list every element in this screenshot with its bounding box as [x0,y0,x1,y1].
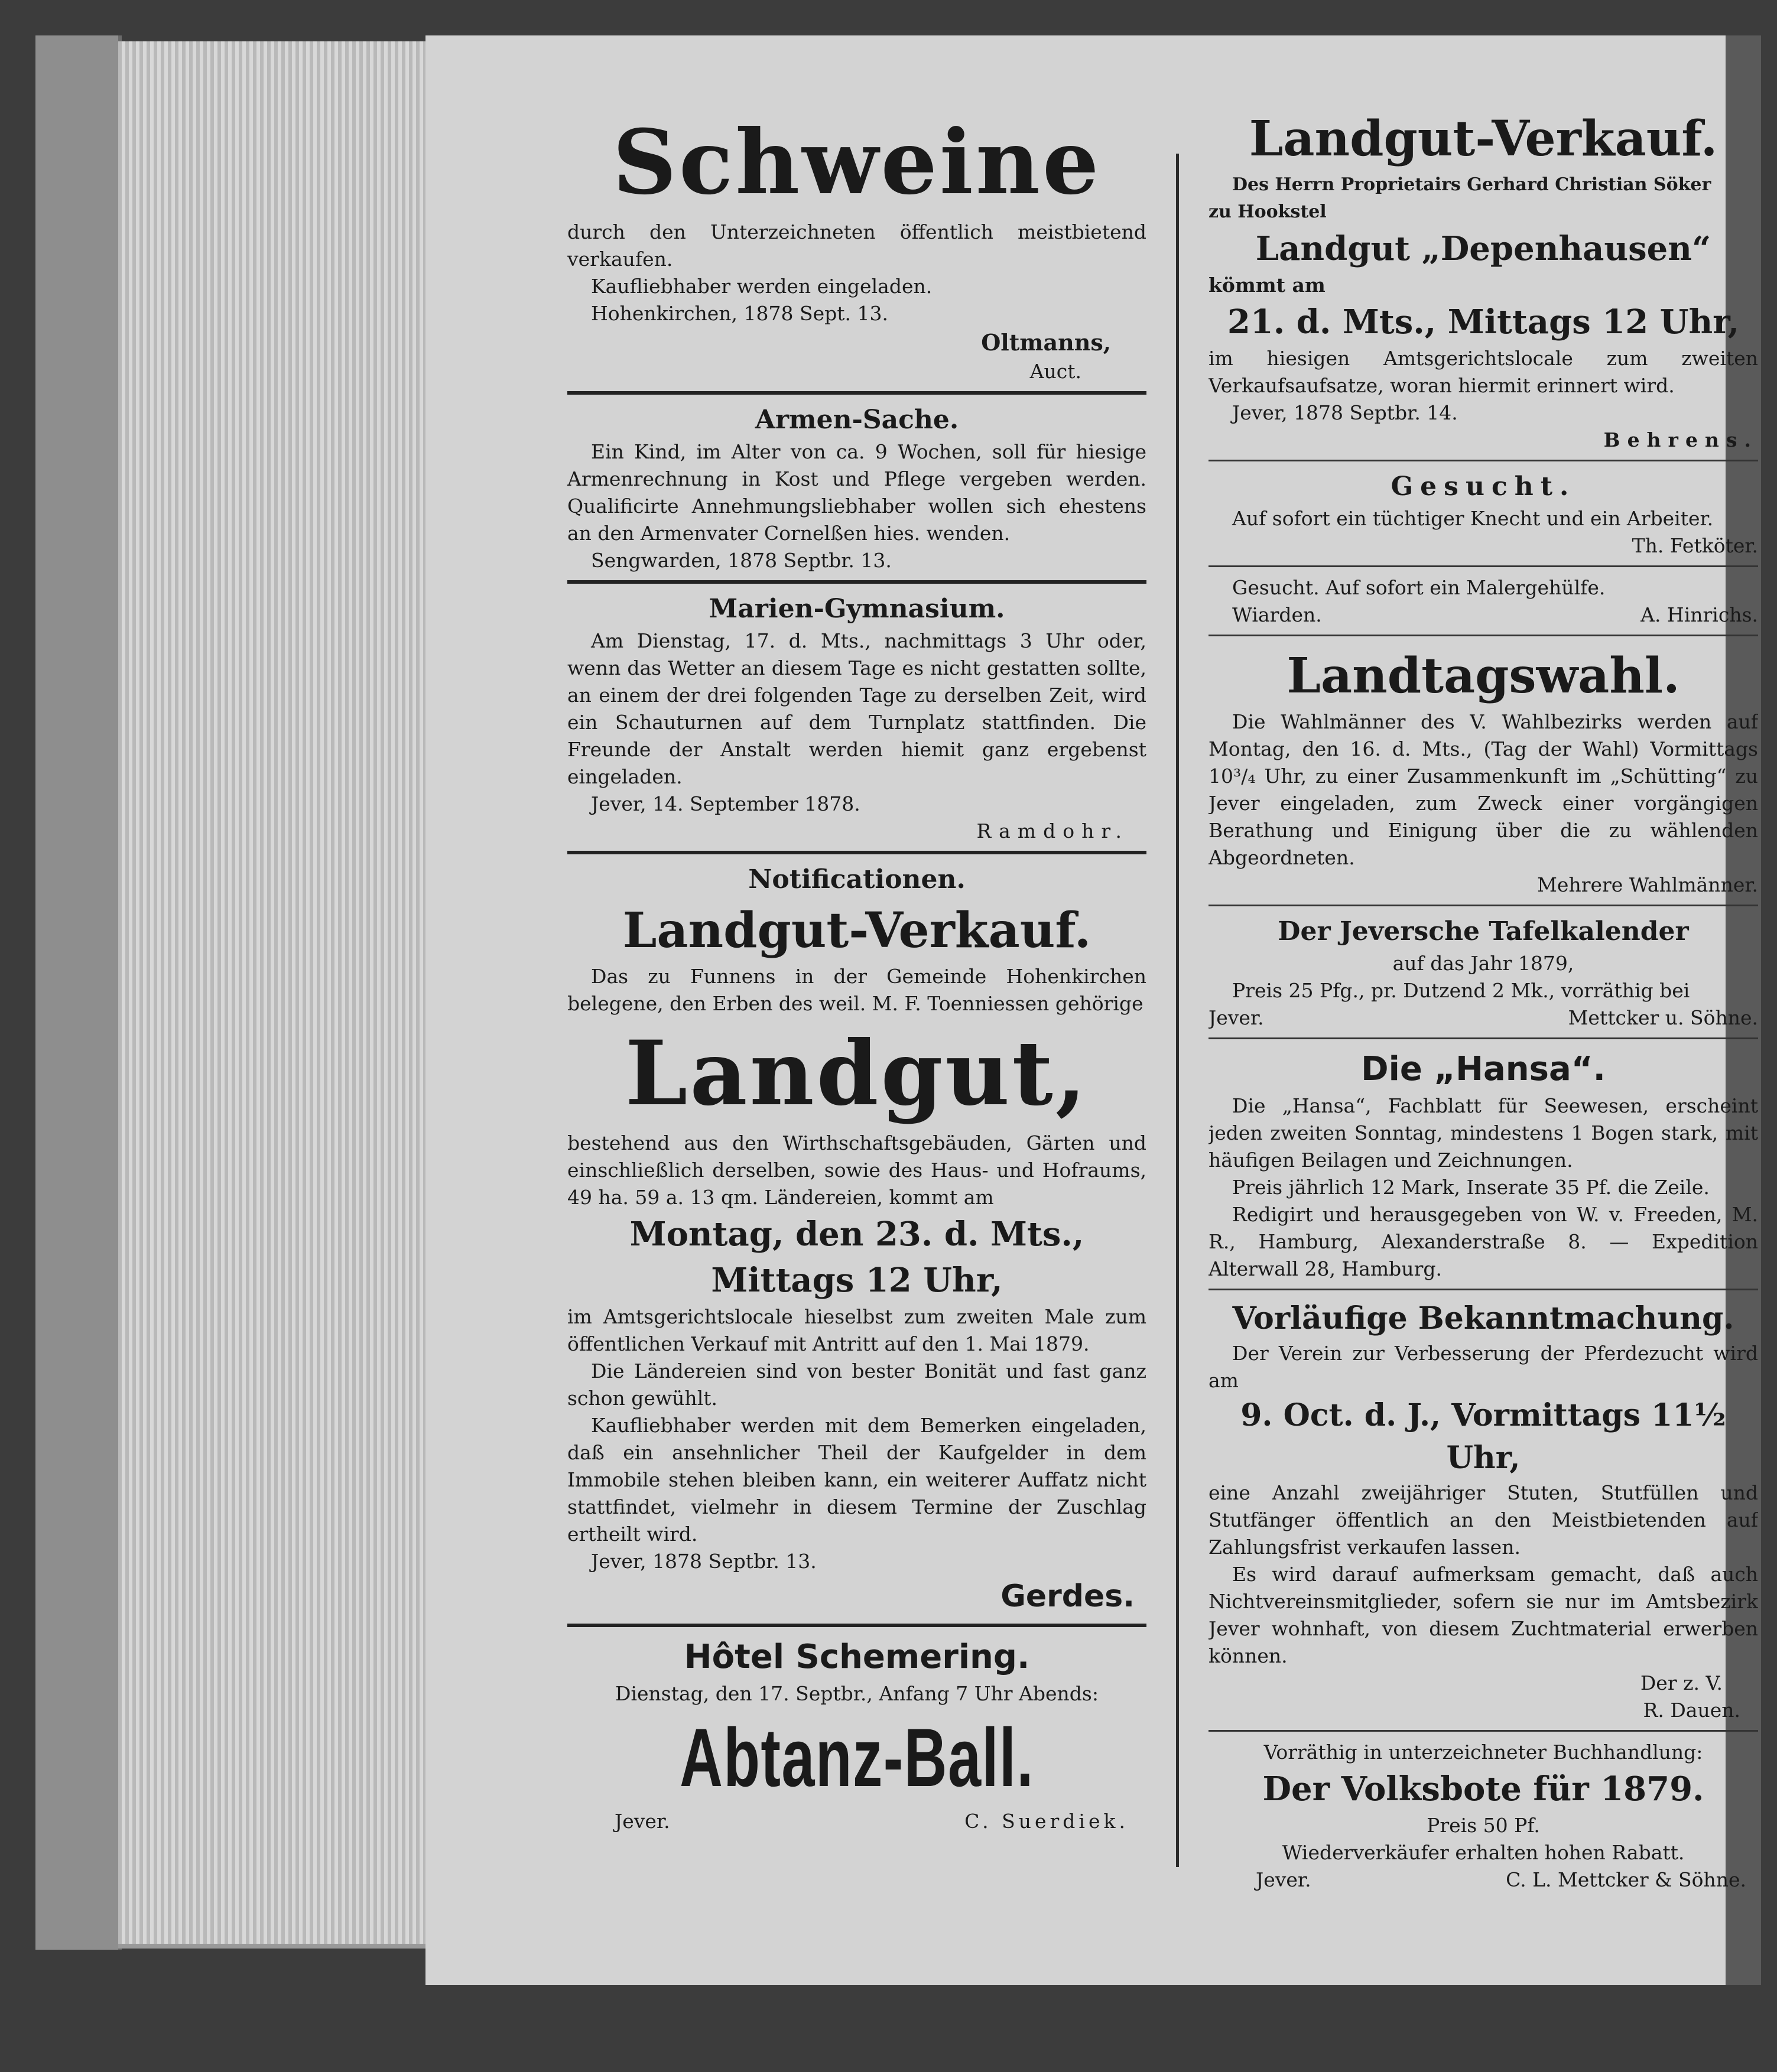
ad-date: 9. Oct. d. J., Vormittags 11½ Uhr, [1240,1397,1726,1476]
ad-signature: Mehrere Wahlmänner. [1537,873,1758,896]
ad-text: Der Verein zur Verbesserung der Pferdezucht wird am [1209,1342,1758,1392]
ad-place-date: Jever, 14. September 1878. [591,792,860,815]
section-title: Notificationen. [748,864,966,894]
ad-line1: Des Herrn Proprietairs Gerhard Christian Söker [1232,174,1711,195]
ad-footer [1209,1004,1758,1032]
ad-text: durch den Unterzeichneten öffentlich meistbietend verkaufen. [567,220,1146,271]
ad-time: Mittags 12 Uhr, [711,1261,1003,1300]
ad-editor: Redigirt und herausgegeben von W. v. Freeden, M. R., Hamburg, Alexanderstraße 8. — Expedition Alterwall 28, Hamburg. [1209,1203,1758,1280]
ad-text: Gesucht. Auf sofort ein Malergehülfe. [1232,576,1606,599]
ad-kommt: kömmt am [1209,274,1326,297]
ad-footer [1209,1866,1758,1894]
ad-text: Die „Hansa“, Fachblatt für Seewesen, erscheint jeden zweiten Sonntag, mindestens 1 Bogen stark, mit häufigen Beilagen und Zeichnungen. [1209,1094,1758,1172]
ad-big-word: Landgut, [625,1022,1089,1126]
ad-place: Jever. [615,1810,670,1833]
column-divider [1176,154,1179,1867]
ad-landgut-toenniessen [567,861,1146,1618]
ad-sale: im Amtsgerichtslocale hieselbst zum zweiten Male zum öffentlichen Verkauf mit Antritt auf den 1. Mai 1879. [567,1305,1146,1355]
ad-title: Der Jeversche Tafelkalender [1278,916,1689,946]
ad-date: Dienstag, den 17. Septbr., Anfang 7 Uhr Abends: [615,1682,1099,1705]
ad-title: Landtagswahl. [1287,648,1680,704]
ad-title: Landgut-Verkauf. [622,902,1091,959]
left-column [567,106,1146,1835]
right-column [1209,106,1758,1894]
ad-armen [567,402,1146,574]
ad-price: Preis 50 Pf. [1427,1814,1540,1837]
ad-title: Armen-Sache. [755,405,959,435]
ad-header: Vorräthig in unterzeichneter Buchhandlung: [1263,1741,1703,1764]
ad-signature: A. Hinrichs. [1640,603,1758,626]
ad-hansa [1209,1046,1758,1283]
ad-place: Wiarden. [1232,603,1322,626]
ad-buyers: Kaufliebhaber werden mit dem Bemerken eingeladen, daß ein ansehnlicher Theil der Kaufgelder in dem Immobile stehen bleiben kann, ein weiterer Auffatz nicht stattfindet, vielmehr in diesem Termine der Zuschlag ertheilt wird. [567,1414,1146,1546]
ad-signature: Gerdes. [1000,1579,1135,1614]
ad-text3: Es wird darauf aufmerksam gemacht, daß auch Nichtvereinsmitglieder, sofern sie nur im Amtsbezirk Jever wohnhaft, von diesem Zuchtmaterial erwerben können. [1209,1563,1758,1667]
ad-place-date: Sengwarden, 1878 Septbr. 13. [591,549,892,572]
ad-name: Landgut „Depenhausen“ [1255,229,1711,268]
ad-intro: Das zu Funnens in der Gemeinde Hohenkirchen belegene, den Erben des weil. M. F. Toenniessen gehörige [567,965,1146,1015]
ad-signature: C. L. Mettcker & Söhne. [1506,1868,1746,1891]
ad-title: Vorläufige Bekanntmachung. [1232,1300,1734,1336]
ad-place-date: Jever, 1878 Septbr. 14. [1232,401,1458,424]
ad-footer [567,1808,1146,1835]
ad-bekanntmachung [1209,1297,1758,1724]
ad-place-date: Hohenkirchen, 1878 Sept. 13. [591,302,888,325]
ad-title: Marien-Gymnasium. [709,594,1005,624]
ad-text: Auf sofort ein tüchtiger Knecht und ein Arbeiter. [1232,507,1714,530]
ad-signature: Th. Fetköter. [1632,534,1758,557]
ad-title: Landgut-Verkauf. [1249,110,1718,167]
ad-big-word: Abtanz-Ball. [680,1711,1034,1804]
ad-signature: Behrens. [1603,428,1758,451]
ad-gesucht-knecht [1209,469,1758,560]
ad-invite: Kaufliebhaber werden eingeladen. [591,275,933,298]
ad-date: 21. d. Mts., Mittags 12 Uhr, [1227,302,1740,341]
ad-role: Auct. [1029,360,1081,383]
ad-signature-line1: Der z. V. [1640,1671,1723,1694]
ad-text: Am Dienstag, 17. d. Mts., nachmittags 3 Uhr oder, wenn das Wetter an diesem Tage es nicht gestatten sollte, an einem der drei folgenden Tage zu derselben Zeit, wird ein Schauturnen auf dem Turnplatz stattfinden. Die Freunde der Anstalt werden hiemit ganz ergebenst eingeladen. [567,629,1146,788]
ad-text: Ein Kind, im Alter von ca. 9 Wochen, soll für hiesige Armenrechnung in Kost und Pflege vergeben werden. Qualificirte Annehmungsliebhaber wollen sich ehestens an den Armenvater Cornelßen hies. wenden. [567,440,1146,545]
page-edges [118,41,425,1949]
ad-line2: zu Hookstel [1209,201,1327,222]
separator [567,1624,1146,1627]
ad-landgut-depenhausen [1209,106,1758,454]
ad-subtitle: auf das Jahr 1879, [1392,952,1574,975]
separator [1209,460,1758,461]
ad-place: Jever. [1256,1868,1311,1891]
ad-rabatt: Wiederverkäufer erhalten hohen Rabatt. [1282,1841,1685,1864]
separator [1209,565,1758,567]
separator [567,851,1146,854]
ad-place: Jever. [1209,1006,1264,1029]
separator [1209,1037,1758,1039]
ad-tafelkalender [1209,913,1758,1032]
ad-text: Preis 25 Pfg., pr. Dutzend 2 Mk., vorräthig bei [1232,979,1690,1002]
ad-text: im hiesigen Amtsgerichtslocale zum zweiten Verkaufsaufsatze, woran hiermit erinnert wird. [1209,347,1758,397]
ad-landtagswahl [1209,643,1758,899]
ad-title: Hôtel Schemering. [684,1638,1030,1676]
ad-title: Die „Hansa“. [1361,1050,1606,1088]
ad-schweine [567,106,1146,385]
separator [567,391,1146,395]
ad-volksbote [1209,1739,1758,1894]
ad-footer [1209,601,1758,629]
ad-title: Gesucht. [1391,471,1576,502]
ad-text: Die Wahlmänner des V. Wahlbezirks werden auf Montag, den 16. d. Mts., (Tag der Wahl) Vormittags 10³/₄ Uhr, zu einer Zusammenkunft im „Schütting“ zu Jever eingeladen, zum Zweck einer vorgängigen Berathung und Einigung über die zu wählenden Abgeordneten. [1209,710,1758,869]
ad-place-date: Jever, 1878 Septbr. 13. [591,1550,817,1573]
ad-signature-line2: R. Dauen. [1643,1699,1740,1722]
ad-title: Schweine [612,110,1102,214]
book-cover [35,35,122,1950]
ad-signature: C. Suerdiek. [964,1810,1129,1833]
ad-price: Preis jährlich 12 Mark, Inserate 35 Pf. die Zeile. [1232,1176,1710,1199]
separator [1209,1730,1758,1732]
ad-gesucht-maler [1209,574,1758,629]
separator [1209,635,1758,636]
ad-text2: eine Anzahl zweijähriger Stuten, Stutfüllen und Stutfänger öffentlich an den Meistbietenden auf Zahlungsfrist verkaufen lassen. [1209,1481,1758,1559]
ad-description: bestehend aus den Wirthschaftsgebäuden, Gärten und einschließlich derselben, sowie des Haus- und Hofraums, 49 ha. 59 a. 13 qm. Ländereien, kommt am [567,1131,1146,1209]
ad-signature: Oltmanns, [981,329,1111,356]
separator [1209,1289,1758,1290]
ad-date: Montag, den 23. d. Mts., [629,1215,1084,1254]
ad-land: Die Ländereien sind von bester Bonität und fast ganz schon gewühlt. [567,1359,1146,1410]
ad-title: Der Volksbote für 1879. [1262,1770,1704,1808]
ad-signature: Ramdohr. [976,819,1129,843]
separator [567,580,1146,584]
ad-signature: Mettcker u. Söhne. [1568,1006,1758,1029]
separator [1209,905,1758,906]
ad-hotel-schemering [567,1634,1146,1835]
ad-gymnasium [567,591,1146,845]
